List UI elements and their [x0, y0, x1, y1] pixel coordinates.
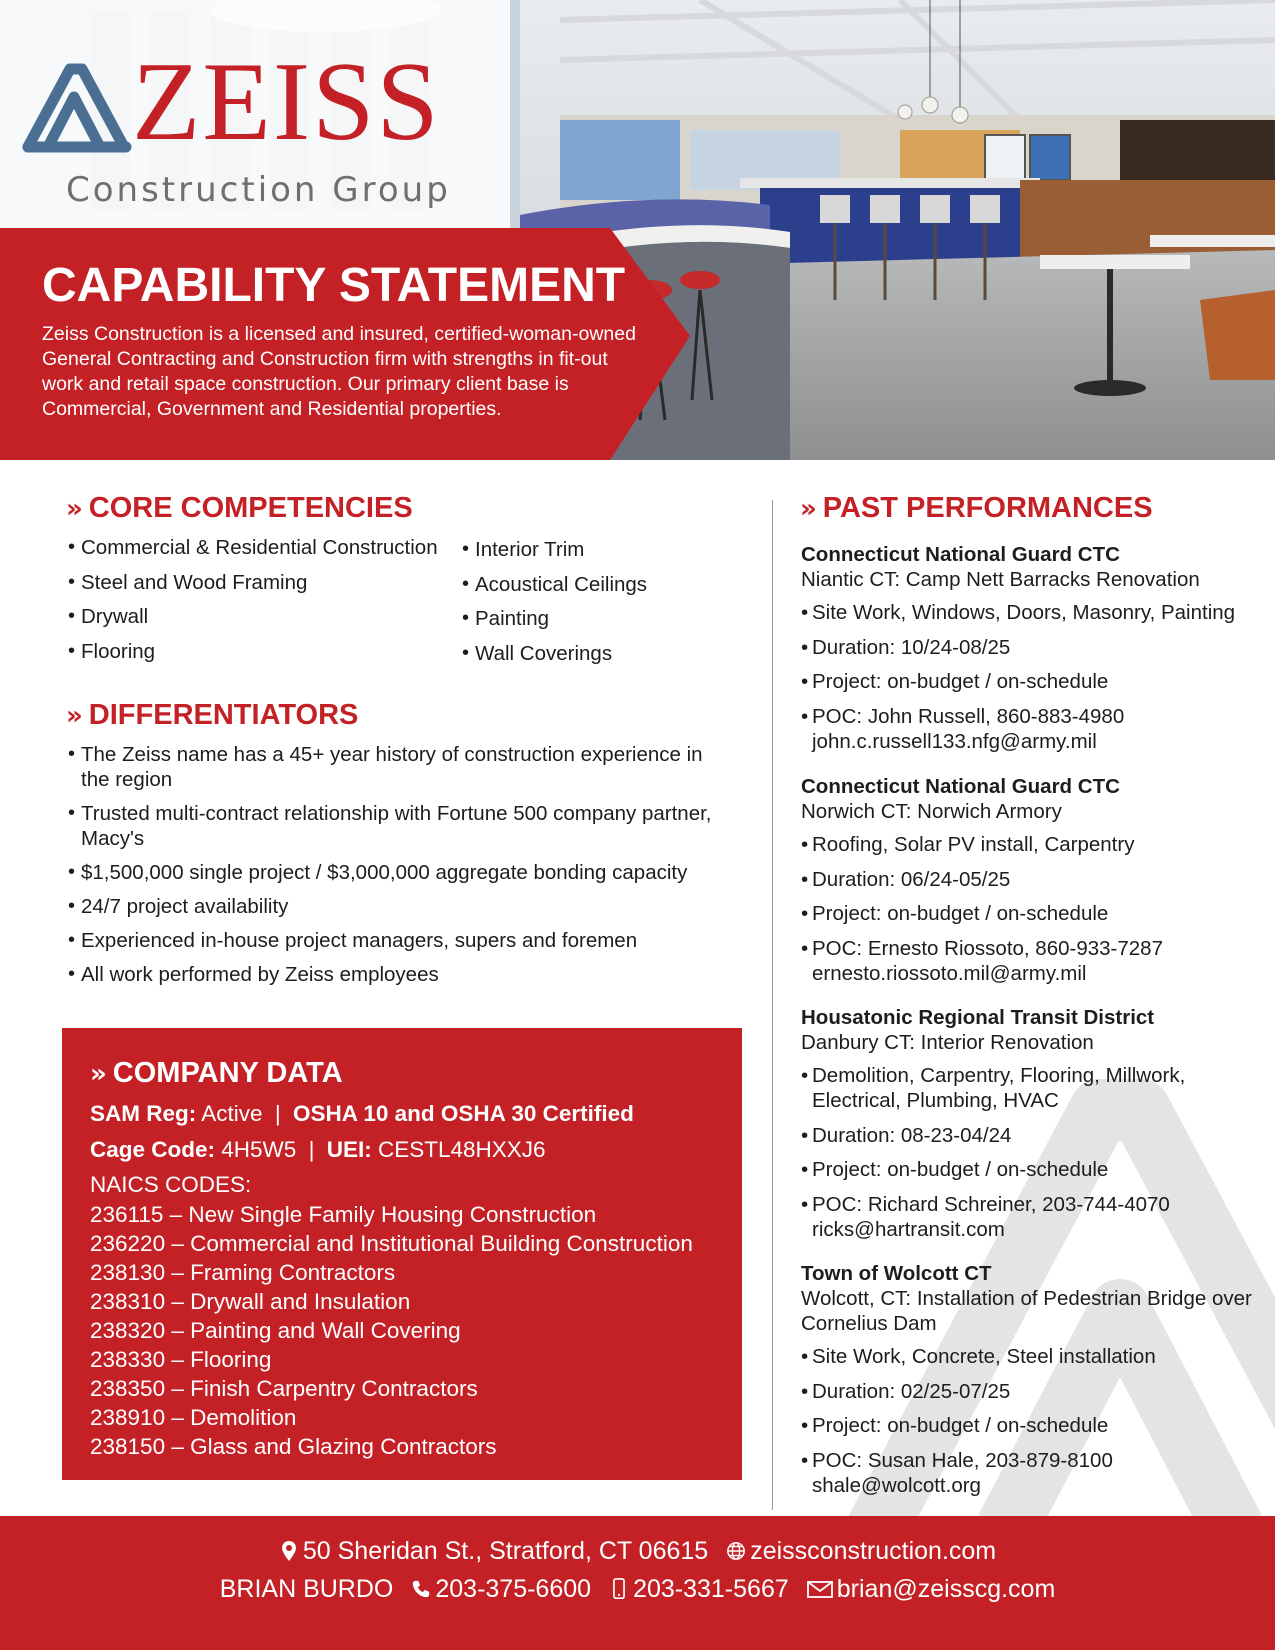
double-chevron-icon: »: [66, 701, 83, 731]
differentiators-heading: » DIFFERENTIATORS: [66, 699, 359, 731]
sam-label: SAM Reg:: [90, 1101, 197, 1126]
email-link[interactable]: brian@zeisscg.com: [807, 1574, 1056, 1604]
sam-value: Active: [201, 1101, 263, 1126]
poc-email: ernesto.riossoto.mil@army.mil: [812, 961, 1087, 985]
uei-label: UEI:: [326, 1137, 372, 1162]
naics-label: NAICS CODES:: [90, 1172, 252, 1197]
cage-value: 4H5W5: [221, 1137, 297, 1162]
naics-item: 238320 – Painting and Wall Covering: [90, 1318, 461, 1343]
envelope-icon: [807, 1578, 833, 1600]
naics-item: 238150 – Glass and Glazing Contractors: [90, 1434, 497, 1459]
project-name: Housatonic Regional Transit District: [801, 1006, 1155, 1029]
cage-uei-line: [90, 1136, 546, 1164]
naics-item: 238130 – Framing Contractors: [90, 1260, 396, 1285]
separator: |: [274, 1101, 281, 1126]
project-duration: • Duration: 10/24-08/25: [801, 635, 1271, 660]
intro-description: Zeiss Construction is a licensed and insured, certified-woman-owned General Contracting and Construction firm with strengths in fit-out work and retail space construction. Our primary client base is Commercial, Government and Residential properties.: [42, 323, 636, 420]
project-scope: • Roofing, Solar PV install, Carpentry: [801, 832, 1271, 857]
brand-subtitle: Construction Group: [66, 170, 451, 210]
naics-item: 238310 – Drywall and Insulation: [90, 1289, 411, 1314]
core-competencies-heading: » CORE COMPETENCIES: [66, 492, 413, 524]
list-item: • Trusted multi-contract relationship with Fortune 500 company partner, Macy's: [68, 801, 728, 851]
project-location: Niantic CT: Camp Nett Barracks Renovation: [801, 568, 1200, 591]
core-competencies-list-right: [462, 537, 722, 675]
poc-email: john.c.russell133.nfg@army.mil: [812, 729, 1097, 753]
project-poc: • POC: John Russell, 860-883-4980 john.c.russell133.nfg@army.mil: [801, 704, 1271, 754]
list-item: • Steel and Wood Framing: [68, 570, 458, 595]
list-item: • Commercial & Residential Construction: [68, 535, 458, 560]
page-title: CAPABILITY STATEMENT: [42, 259, 626, 312]
project-card: [801, 775, 1271, 995]
list-item: • Painting: [462, 606, 722, 631]
footer-row-contact: [0, 1574, 1275, 1604]
list-item: • Acoustical Ceilings: [462, 572, 722, 597]
naics-item: 236220 – Commercial and Institutional Building Construction: [90, 1231, 693, 1256]
project-duration: • Duration: 02/25-07/25: [801, 1379, 1271, 1404]
project-card: [801, 1262, 1271, 1507]
core-competencies-list-left: [68, 535, 458, 673]
project-details: [801, 832, 1271, 986]
naics-item: 238330 – Flooring: [90, 1347, 272, 1372]
project-poc: • POC: Susan Hale, 203-879-8100 shale@wolcott.org: [801, 1448, 1271, 1498]
poc-email: ricks@hartransit.com: [812, 1217, 1005, 1241]
project-details: [801, 1344, 1271, 1498]
list-item: • The Zeiss name has a 45+ year history of construction experience in the region: [68, 742, 728, 792]
naics-list: [90, 1200, 730, 1461]
project-details: [801, 1063, 1271, 1242]
naics-item: 238910 – Demolition: [90, 1405, 297, 1430]
sam-osha-line: [90, 1100, 634, 1128]
header: [0, 0, 1275, 460]
project-card: [801, 1006, 1271, 1251]
double-chevron-icon: »: [90, 1059, 107, 1089]
separator: |: [308, 1137, 315, 1162]
project-status: • Project: on-budget / on-schedule: [801, 1413, 1271, 1438]
phone-link[interactable]: 203-375-6600: [411, 1574, 591, 1604]
project-duration: • Duration: 06/24-05/25: [801, 867, 1271, 892]
project-scope: • Demolition, Carpentry, Flooring, Millwork, Electrical, Plumbing, HVAC: [801, 1063, 1271, 1113]
list-item: • Flooring: [68, 639, 458, 664]
project-scope: • Site Work, Windows, Doors, Masonry, Painting: [801, 600, 1271, 625]
project-poc: • POC: Ernesto Riossoto, 860-933-7287 ernesto.riossoto.mil@army.mil: [801, 936, 1271, 986]
project-status: • Project: on-budget / on-schedule: [801, 669, 1271, 694]
project-duration: • Duration: 08-23-04/24: [801, 1123, 1271, 1148]
contact-name: BRIAN BURDO: [219, 1575, 394, 1603]
project-status: • Project: on-budget / on-schedule: [801, 1157, 1271, 1182]
cage-label: Cage Code:: [90, 1137, 216, 1162]
globe-icon: [726, 1540, 746, 1562]
list-item: • Interior Trim: [462, 537, 722, 562]
naics-item: 236115 – New Single Family Housing Construction: [90, 1202, 597, 1227]
double-chevron-icon: »: [800, 494, 817, 524]
project-name: Town of Wolcott CT: [801, 1262, 992, 1285]
past-performances-heading: » PAST PERFORMANCES: [800, 492, 1153, 524]
list-item: • Wall Coverings: [462, 641, 722, 666]
mobile-link[interactable]: 203-331-5667: [609, 1574, 789, 1604]
list-item: • $1,500,000 single project / $3,000,000 aggregate bonding capacity: [68, 860, 728, 885]
map-pin-icon: [279, 1540, 299, 1562]
project-location: Danbury CT: Interior Renovation: [801, 1031, 1094, 1054]
project-status: • Project: on-budget / on-schedule: [801, 901, 1271, 926]
project-location: Wolcott, CT: Installation of Pedestrian Bridge over Cornelius Dam: [801, 1287, 1252, 1335]
brand-name: ZEISS: [132, 40, 441, 164]
triangle-logo-icon: [18, 55, 136, 160]
uei-value: CESTL48HXXJ6: [377, 1137, 546, 1162]
poc-email: shale@wolcott.org: [812, 1473, 981, 1497]
address: 50 Sheridan St., Stratford, CT 06615: [279, 1536, 708, 1566]
project-details: [801, 600, 1271, 754]
double-chevron-icon: »: [66, 494, 83, 524]
project-poc: • POC: Richard Schreiner, 203-744-4070 ricks@hartransit.com: [801, 1192, 1271, 1242]
differentiators-list: [68, 742, 728, 996]
list-item: • Experienced in-house project managers, supers and foremen: [68, 928, 728, 953]
project-name: Connecticut National Guard CTC: [801, 543, 1120, 566]
footer-contact-bar: [0, 1516, 1275, 1650]
list-item: • 24/7 project availability: [68, 894, 728, 919]
company-data-box: [62, 1028, 742, 1480]
project-name: Connecticut National Guard CTC: [801, 775, 1120, 798]
project-card: [801, 543, 1271, 763]
company-data-heading: » COMPANY DATA: [90, 1057, 343, 1089]
list-item: • All work performed by Zeiss employees: [68, 962, 728, 987]
list-item: • Drywall: [68, 604, 458, 629]
mobile-phone-icon: [609, 1578, 629, 1600]
column-divider: [772, 500, 773, 1510]
footer-row-address: [0, 1536, 1275, 1566]
project-location: Norwich CT: Norwich Armory: [801, 800, 1062, 823]
osha-certification: OSHA 10 and OSHA 30 Certified: [292, 1101, 634, 1126]
project-scope: • Site Work, Concrete, Steel installation: [801, 1344, 1271, 1369]
website-link[interactable]: zeissconstruction.com: [726, 1536, 996, 1566]
naics-item: 238350 – Finish Carpentry Contractors: [90, 1376, 478, 1401]
phone-icon: [411, 1578, 431, 1600]
